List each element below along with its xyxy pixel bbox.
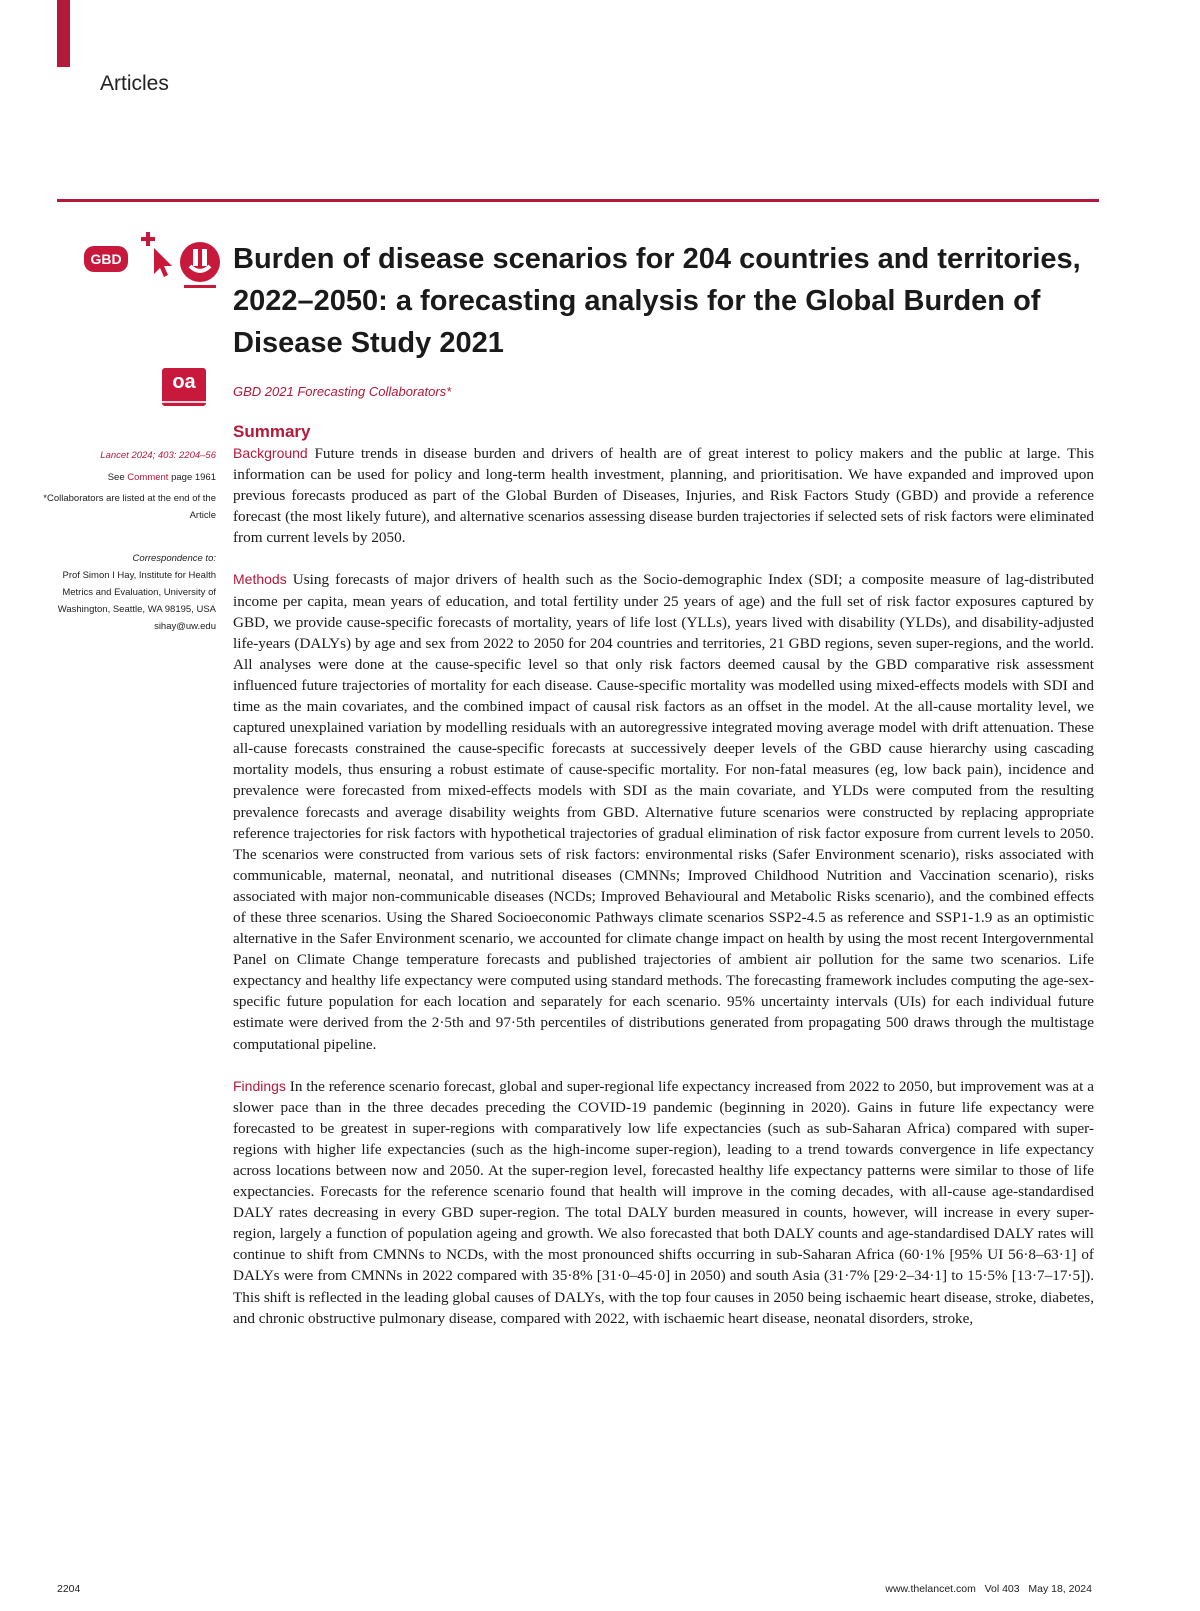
findings-label: Findings bbox=[233, 1077, 286, 1094]
author-list[interactable]: GBD 2021 Forecasting Collaborators* bbox=[233, 384, 452, 399]
header-rule bbox=[57, 199, 1099, 202]
citation-journal: Lancet 2024; 403: 2204–56 bbox=[100, 450, 216, 461]
see-comment bbox=[40, 469, 216, 486]
methods-paragraph bbox=[233, 569, 1094, 1054]
background-paragraph bbox=[233, 443, 1094, 548]
open-access-icon bbox=[162, 368, 206, 406]
supplementary-cursor-icon[interactable] bbox=[136, 232, 176, 278]
abstract bbox=[233, 443, 1094, 1350]
open-access-label: oa bbox=[172, 371, 196, 393]
correspondence-email[interactable]: sihay@uw.edu bbox=[154, 621, 216, 632]
background-label: Background bbox=[233, 445, 308, 461]
findings-paragraph bbox=[233, 1076, 1094, 1329]
section-label: Articles bbox=[100, 72, 169, 95]
open-access-underline bbox=[162, 401, 206, 403]
see-suffix: page 1961 bbox=[168, 472, 216, 483]
page-number: 2204 bbox=[57, 1583, 81, 1595]
correspondence bbox=[40, 550, 216, 635]
article-badges bbox=[80, 232, 220, 292]
crossmark-icon[interactable] bbox=[178, 240, 222, 292]
article-title: Burden of disease scenarios for 204 countries and territories, 2022–2050: a forecasting analysis for the Global Burden of Disease Study 2021 bbox=[233, 243, 1081, 359]
see-prefix: See bbox=[107, 472, 128, 483]
gbd-logo-icon[interactable]: GBD bbox=[84, 246, 128, 272]
correspondence-label: Correspondence to: bbox=[132, 553, 216, 564]
methods-text: Using forecasts of major drivers of health such as the Socio-demographic Index (SDI; a composite measure of lag-distributed income per capita, mean years of education, and total fertility under 25 years of age) and the full set of risk factor exposures captured by GBD, we provide cause-specific forecasts of mortality, years of life lost (YLLs), years lived with disability (YLDs), and disability-adjusted life-years (DALYs) by age and sex from 2022 to 2050 for 204 countries and territories, 21 GBD regions, seven super-regions, and the world. All analyses were done at the cause-specific level so that only risk factors deemed causal by the GBD comparative risk assessment influenced future trajectories of mortality for each disease. Cause-specific mortality was modelled using mixed-effects models with SDI and time as the main covariates, and the combined impact of causal risk factors as an offset in the model. At the all-cause mortality level, we captured unexplained variation by modelling residuals with an autoregressive integrated moving average model with drift attenuation. These all-cause forecasts constrained the cause-specific forecasts at successively deeper levels of the GBD cause hierarchy using cascading mortality models, thus ensuring a robust estimate of cause-specific mortality. For non-fatal measures (eg, low back pain), incidence and prevalence were forecasted from mixed-effects models with SDI as the main covariate, and YLDs were computed from the resulting prevalence forecasts and average disability weights from GBD. Alternative future scenarios were constructed by replacing appropriate reference trajectories for risk factors with hypothetical trajectories of gradual elimination of risk factor exposure from current levels to 2050. The scenarios were constructed from various sets of risk factors: environmental risks (Safer Environment scenario), risks associated with communicable, maternal, neonatal, and nutritional diseases (CMNNs; Improved Childhood Nutrition and Vaccination scenario), risks associated with major non-communicable diseases (NCDs; Improved Behavioural and Metabolic Risks scenario), and the combined effects of these three scenarios. Using the Shared Socioeconomic Pathways climate scenarios SSP2-4.5 as reference and SSP1-1.9 as an optimistic alternative in the Safer Environment scenario, we accounted for climate change impact on health by using the most recent Intergovernmental Panel on Climate Change temperature forecasts and published trajectories of ambient air pollution for the same two scenarios. Life expectancy and healthy life expectancy were computed using standard methods. The forecasting framework includes computing the age-sex-specific future population for each location and separately for each scenario. 95% uncertainty intervals (UIs) for each individual future estimate were derived from the 2·5th and 97·5th percentiles of distributions generated from propagating 500 draws through the multistage computational pipeline. bbox=[233, 571, 1094, 1053]
citation bbox=[40, 447, 216, 464]
summary-heading: Summary bbox=[233, 422, 311, 441]
header-accent-bar bbox=[57, 0, 70, 67]
collaborators-note: *Collaborators are listed at the end of the Article bbox=[43, 493, 216, 521]
background-text: Future trends in disease burden and drivers of health are of great interest to policy makers and the public at large. This information can be used for policy and long-term health investment, planning, and prioritisation. We have expanded and improved upon previous forecasts produced as part of the Global Burden of Diseases, Injuries, and Risk Factors Study (GBD) and provide a reference forecast (the most likely future), and alternative scenarios assessing disease burden trajectories if selected sets of risk factors were eliminated from current levels by 2050. bbox=[233, 445, 1094, 547]
findings-text: In the reference scenario forecast, global and super-regional life expectancy increased from 2022 to 2050, but improvement was at a slower pace than in the three decades preceding the COVID-19 pandemic (beginning in 2020). Gains in future life expectancy were forecasted to be greatest in super-regions with comparatively low life expectancies (such as sub-Saharan Africa) compared with super-regions with higher life expectancies (such as the high-income super-region), leading to a trend towards convergence in life expectancy across locations between now and 2050. At the super-region level, forecasted healthy life expectancy patterns were similar to those of life expectancies. Forecasts for the reference scenario found that health will improve in the coming decades, with all-cause age-standardised DALY rates decreasing in every GBD super-region. The total DALY burden measured in counts, however, will increase in every super-region, largely a function of population ageing and growth. We also forecasted that both DALY counts and age-standardised DALY rates will continue to shift from CMNNs to NCDs, with the most pronounced shifts occurring in sub-Saharan Africa (60·1% [95% UI 56·8–63·1] of DALYs were from CMNNs in 2022 compared with 35·8% [31·0–45·0] in 2050) and south Asia (31·7% [29·2–34·1] to 15·5% [13·7–17·5]). This shift is reflected in the leading global causes of DALYs, with the top four causes in 2050 being ischaemic heart disease, stroke, diabetes, and chronic obstructive pulmonary disease, compared with 2022, with ischaemic heart disease, neonatal disorders, stroke, bbox=[233, 1077, 1094, 1327]
journal-info[interactable]: www.thelancet.com Vol 403 May 18, 2024 bbox=[885, 1583, 1092, 1595]
comment-link[interactable]: Comment bbox=[127, 472, 169, 483]
methods-label: Methods bbox=[233, 571, 287, 588]
correspondence-name: Prof Simon I Hay, Institute for Health Metrics and Evaluation, University of Washington, Seattle, WA 98195, USA bbox=[57, 570, 216, 615]
